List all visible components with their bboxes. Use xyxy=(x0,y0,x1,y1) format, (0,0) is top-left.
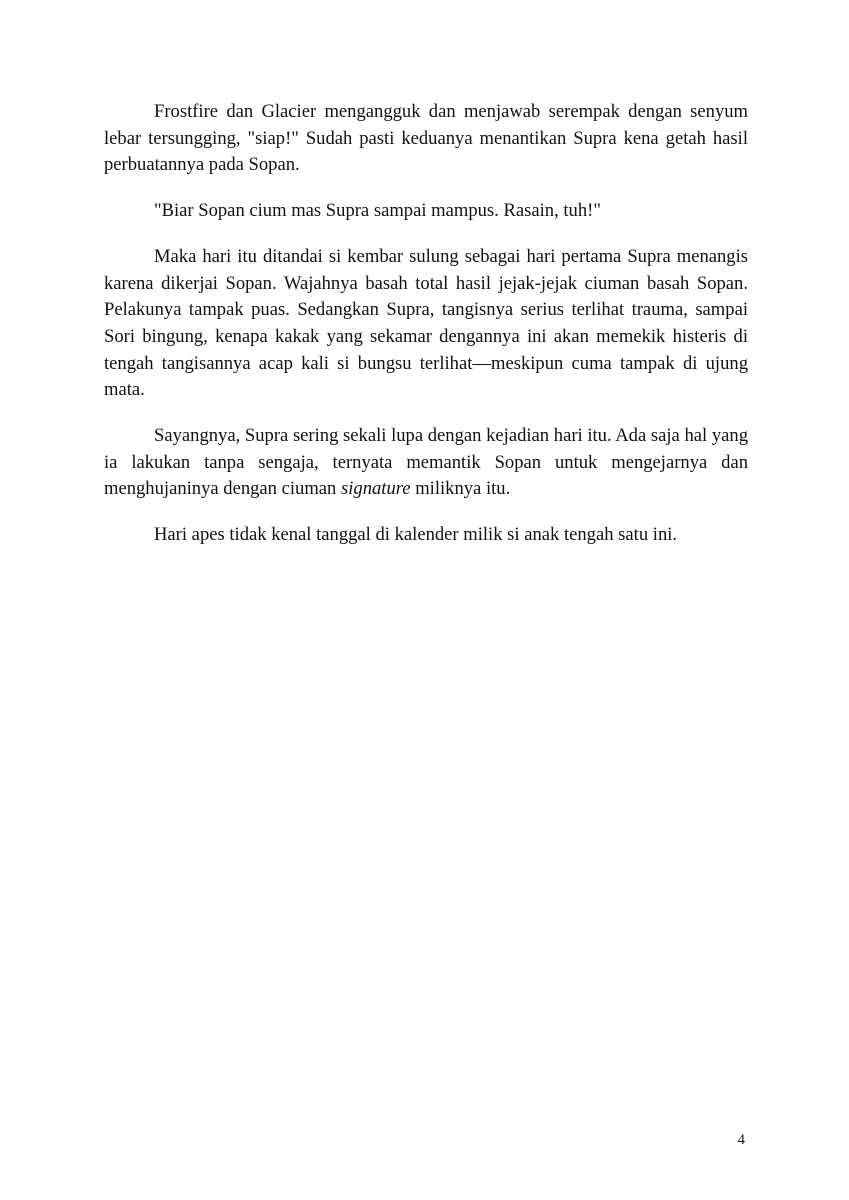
paragraph-2-dialogue: "Biar Sopan cium mas Supra sampai mampus. Rasain, tuh!" xyxy=(154,200,601,222)
paragraph-4 xyxy=(104,423,748,503)
paragraph-5: Hari apes tidak kenal tanggal di kalender milik si anak tengah satu ini. xyxy=(154,524,678,546)
paragraph-1: Frostfire dan Glacier mengangguk dan menjawab serempak dengan senyum lebar tersungging, "siap!" Sudah pasti keduanya menantikan Supra kena getah hasil perbuatannya pada Sopan. xyxy=(104,101,748,176)
paragraph-4-emphasis: signature xyxy=(341,478,411,500)
paragraph-3: Maka hari itu ditandai si kembar sulung sebagai hari pertama Supra menangis karena dikerjai Sopan. Wajahnya basah total hasil jejak-jejak ciuman basah Sopan. Pelakunya tampak puas. Sedangkan Supra, tangisnya serius terlihat trauma, sampai Sori bingung, kenapa kakak yang sekamar dengannya ini akan memekik histeris di tengah tangisannya acap kali si bungsu terlihat—meskipun cuma tampak di ujung mata. xyxy=(104,245,748,401)
body-text xyxy=(104,99,748,568)
page-number: 4 xyxy=(737,1132,745,1148)
paragraph-4-text-after: miliknya itu. xyxy=(410,478,511,500)
paragraph-4-text-before: Sayangnya, Supra sering sekali lupa dengan kejadian hari itu. Ada saja hal yang ia lakukan tanpa sengaja, ternyata memantik Sopan untuk mengejarnya dan menghujaninya dengan ciuman xyxy=(104,425,748,500)
